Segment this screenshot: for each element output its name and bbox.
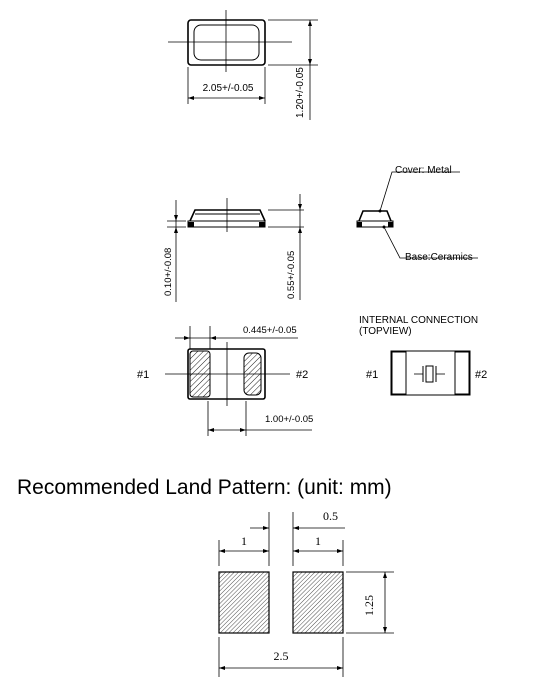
bottom-view-pin1: #1 bbox=[137, 369, 150, 381]
internal-pin1: #1 bbox=[366, 369, 379, 381]
land-height-dim: 1.25 bbox=[362, 595, 376, 616]
side-view-lid bbox=[190, 210, 265, 221]
base-label: Base:Ceramics bbox=[405, 252, 473, 263]
top-view-lid bbox=[194, 25, 259, 60]
land-total-width-dim: 2.5 bbox=[273, 649, 289, 663]
side-view bbox=[163, 194, 304, 302]
pad-width-dim: 0.445+/-0.05 bbox=[243, 325, 297, 336]
bottom-view bbox=[137, 325, 313, 436]
side-view-standoff-dim: 0.10+/-0.08 bbox=[163, 247, 174, 296]
side-view-height-dim: 0.55+/-0.05 bbox=[286, 250, 297, 299]
internal-connection bbox=[359, 315, 487, 395]
cover-label: Cover: Metal bbox=[395, 165, 452, 176]
end-view-lid bbox=[359, 211, 391, 221]
land-pad-right bbox=[293, 572, 343, 633]
end-view-base bbox=[357, 221, 393, 227]
end-view bbox=[357, 165, 478, 263]
internal-connection-title: INTERNAL CONNECTION bbox=[359, 315, 479, 326]
pad-pitch-dim: 1.00+/-0.05 bbox=[265, 414, 314, 425]
internal-pad-right bbox=[455, 352, 469, 394]
side-view-base bbox=[188, 221, 265, 227]
land-pattern bbox=[17, 476, 394, 677]
crystal-symbol bbox=[414, 366, 445, 382]
top-view-width-dim: 2.05+/-0.05 bbox=[202, 83, 254, 94]
top-view bbox=[168, 10, 318, 120]
land-pattern-heading: Recommended Land Pattern: (unit: mm) bbox=[17, 476, 392, 499]
internal-pin2: #2 bbox=[475, 369, 488, 381]
top-view-body bbox=[188, 20, 265, 65]
land-pad-right-dim: 1 bbox=[315, 534, 321, 548]
top-view-height-dim: 1.20+/-0.05 bbox=[295, 67, 306, 118]
land-pad-left-dim: 1 bbox=[241, 534, 247, 548]
internal-pad-left bbox=[392, 352, 406, 394]
land-pad-left bbox=[219, 572, 269, 633]
bottom-view-pin2: #2 bbox=[296, 369, 309, 381]
land-gap-dim: 0.5 bbox=[323, 509, 338, 523]
internal-connection-subtitle: (TOPVIEW) bbox=[359, 326, 412, 337]
